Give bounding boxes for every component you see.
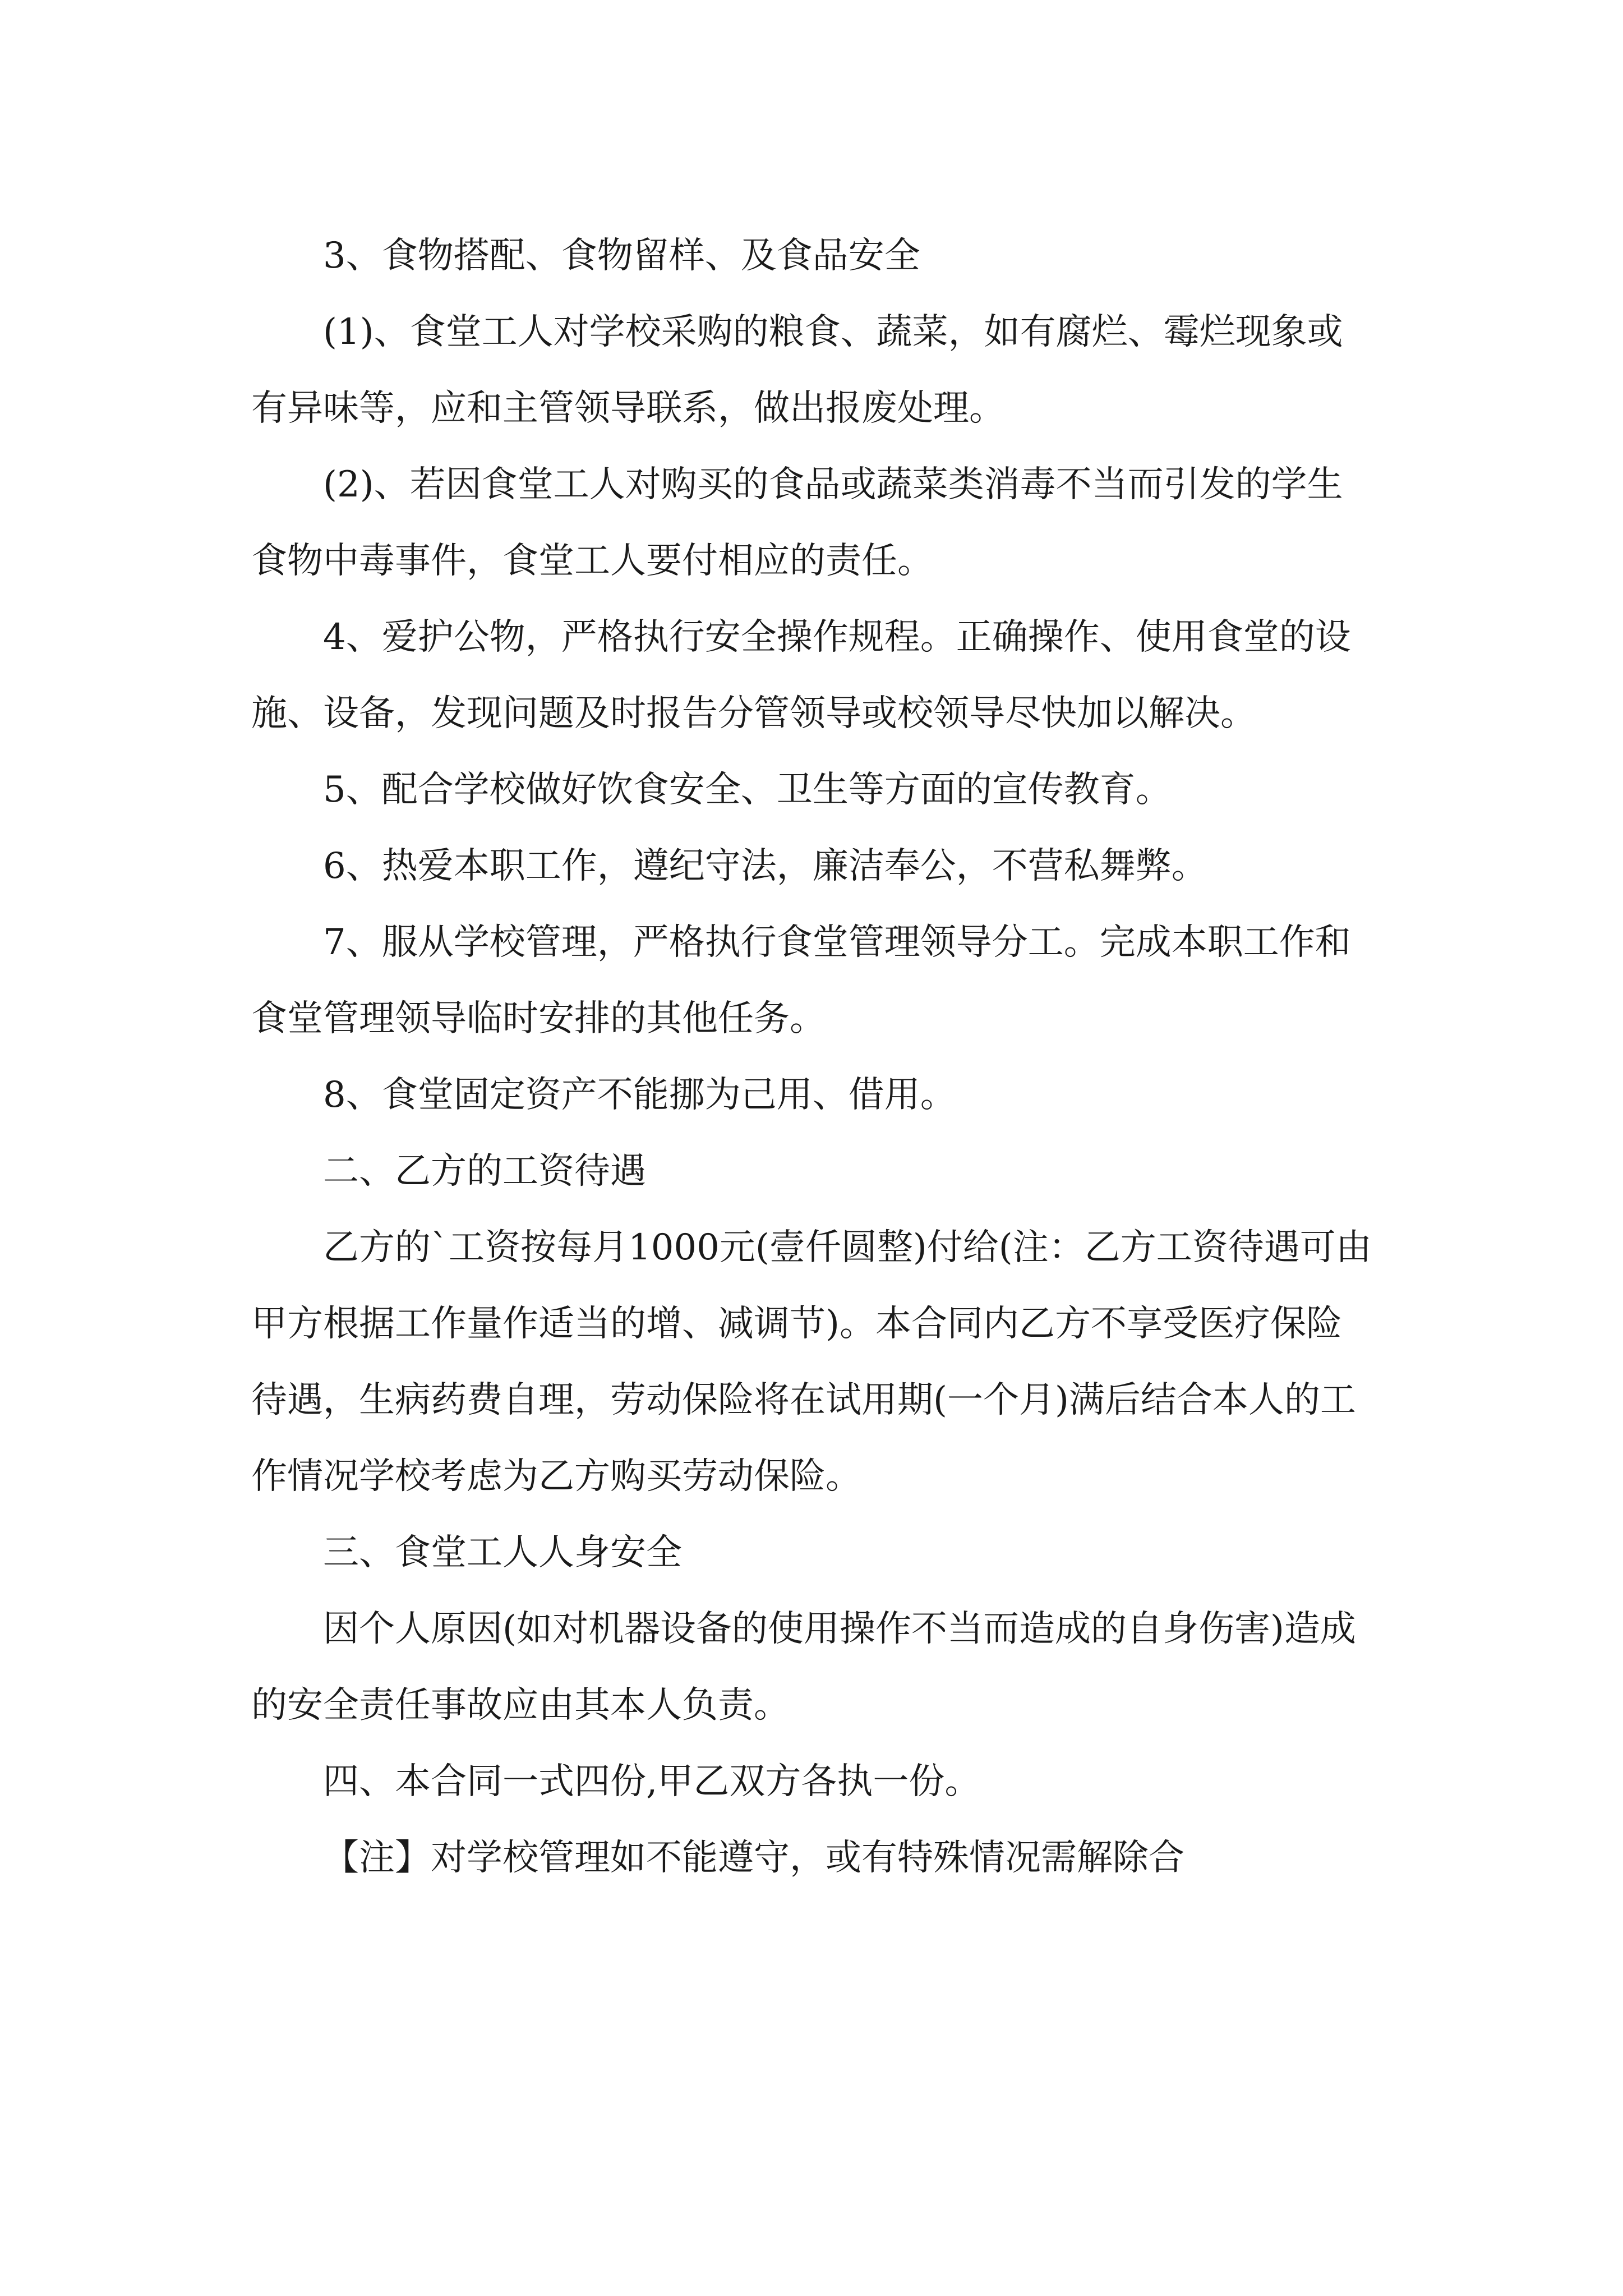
paragraph-safety-education: 5、配合学校做好饮食安全、卫生等方面的宣传教育。 — [323, 769, 1172, 811]
paragraph-work-ethics: 6、热爱本职工作，遵纪守法，廉洁奉公，不营私舞弊。 — [323, 845, 1207, 887]
paragraph-personal-safety: 因个人原因(如对机器设备的使用操作不当而造成的自身伤害)造成的安全责任事故应由其本人负责。 — [251, 1608, 1356, 1726]
paragraph-food-poisoning: (2)、若因食堂工人对购买的食品或蔬菜类消毒不当而引发的学生食物中毒事件，食堂工人要付相应的责任。 — [251, 464, 1343, 582]
paragraph-note: 【注】对学校管理如不能遵守，或有特殊情况需解除合 — [323, 1837, 1184, 1879]
paragraph-obey-management: 7、服从学校管理，严格执行食堂管理领导分工。完成本职工作和食堂管理领导临时安排的其他任务。 — [251, 922, 1351, 1039]
paragraph-contract-copies: 四、本合同一式四份,甲乙双方各执一份。 — [323, 1761, 981, 1802]
paragraph-food-safety-heading: 3、食物搭配、食物留样、及食品安全 — [323, 235, 920, 277]
paragraph-wages: 乙方的`工资按每月1000元(壹仟圆整)付给(注：乙方工资待遇可由甲方根据工作量作适当的增、减调节)。本合同内乙方不享受医疗保险待遇，生病药费自理，劳动保险将在试用期(一个月)满后结合本人的工作情况学校考虑为乙方购买劳动保险。 — [251, 1227, 1372, 1497]
document-body — [251, 218, 1373, 1896]
paragraph-protect-property: 4、爱护公物，严格执行安全操作规程。正确操作、使用食堂的设施、设备，发现问题及时报告分管领导或校领导尽快加以解决。 — [251, 616, 1351, 734]
section-heading-wages: 二、乙方的工资待遇 — [323, 1151, 646, 1192]
section-heading-personal-safety: 三、食堂工人人身安全 — [323, 1532, 682, 1573]
paragraph-spoiled-food: (1)、食堂工人对学校采购的粮食、蔬菜，如有腐烂、霉烂现象或有异味等，应和主管领导联系，做出报废处理。 — [251, 311, 1343, 429]
paragraph-fixed-assets: 8、食堂固定资产不能挪为己用、借用。 — [323, 1074, 956, 1116]
